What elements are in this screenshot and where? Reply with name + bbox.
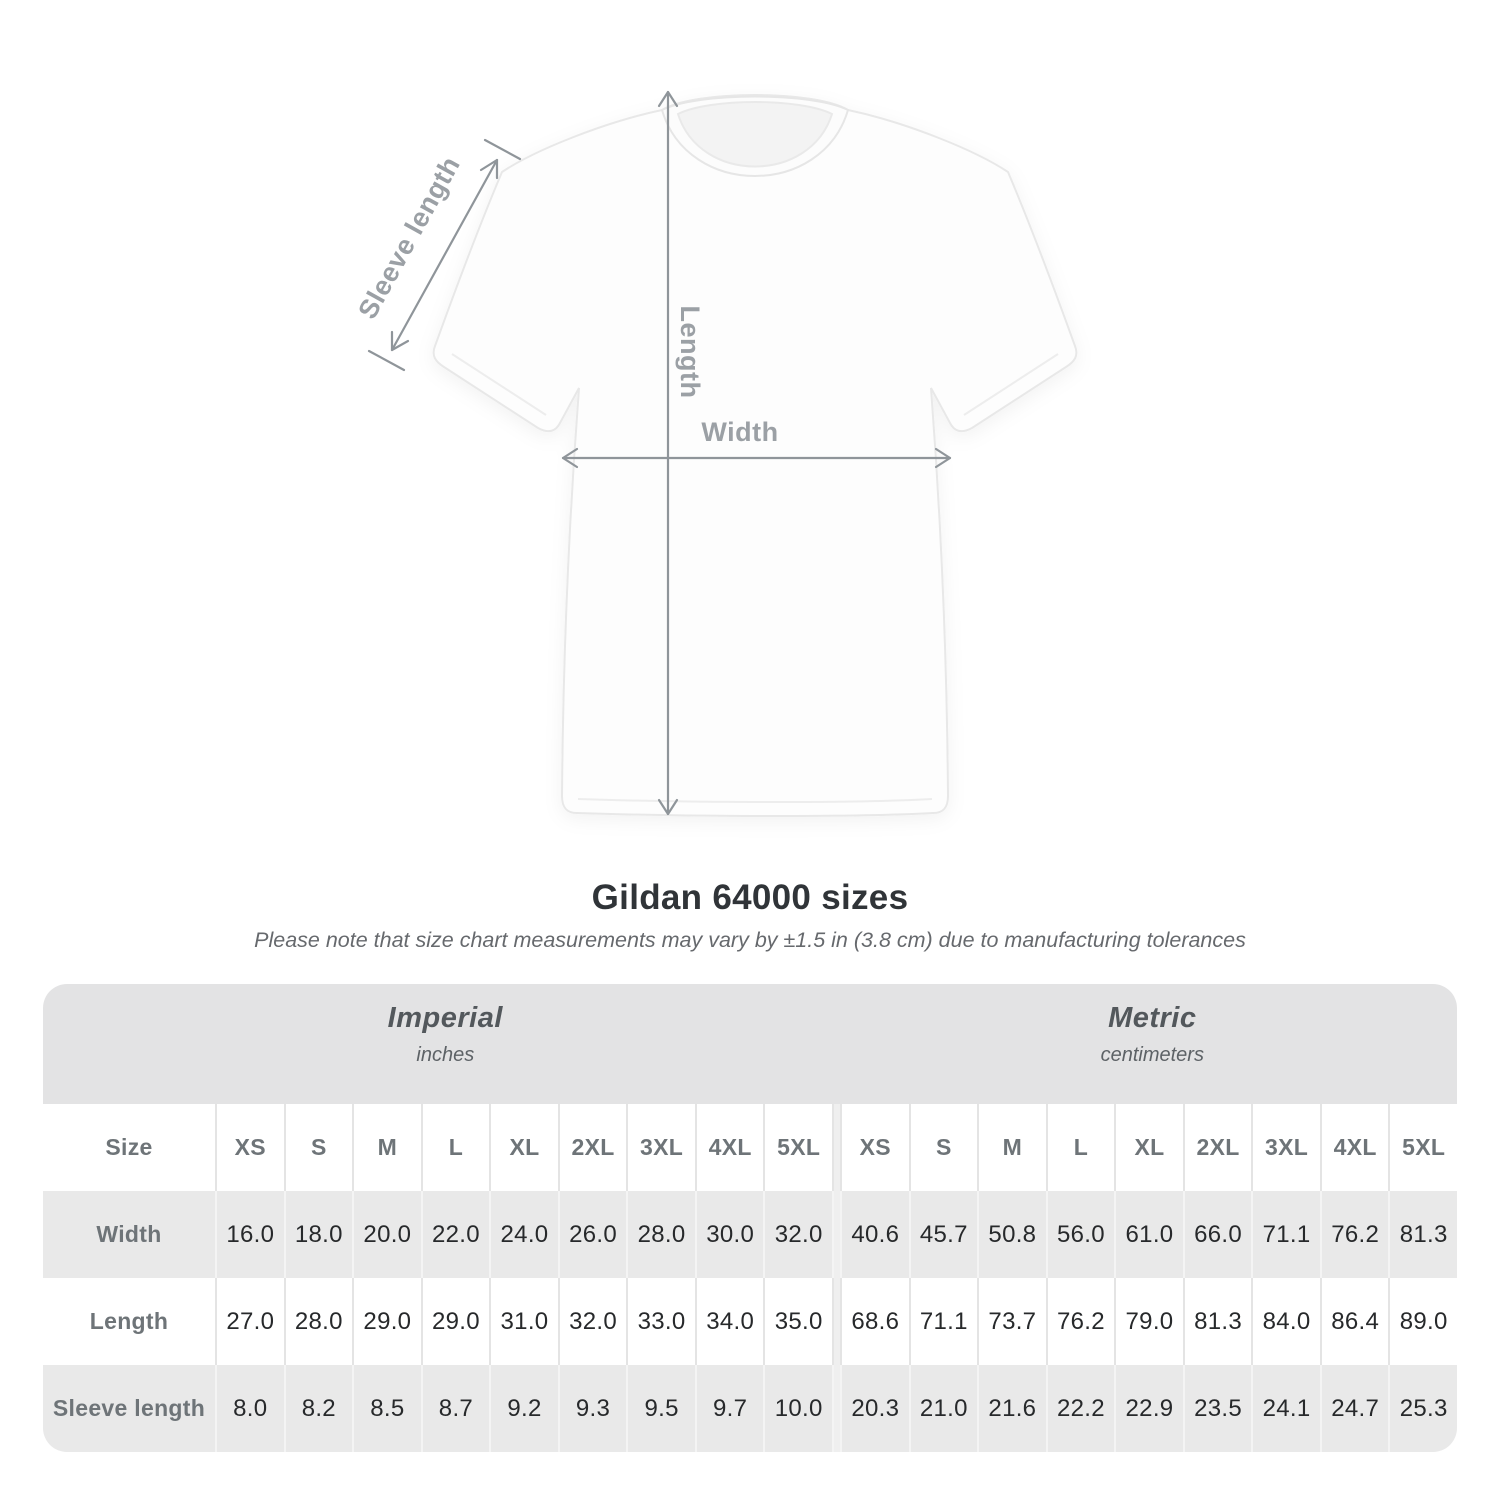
value-cell: 24.0 bbox=[489, 1191, 558, 1278]
value-cell: 56.0 bbox=[1046, 1191, 1115, 1278]
value-cell: 25.3 bbox=[1388, 1365, 1457, 1452]
row-label: Width bbox=[96, 1221, 162, 1247]
value-cell: 76.2 bbox=[1046, 1278, 1115, 1365]
value-cell: 20.0 bbox=[352, 1191, 421, 1278]
size-table bbox=[43, 984, 1457, 1452]
value-cell: 35.0 bbox=[763, 1278, 832, 1365]
imperial-label: Imperial bbox=[387, 1002, 503, 1034]
value-cell: 33.0 bbox=[626, 1278, 695, 1365]
width-label: Width bbox=[701, 417, 779, 447]
value-cell: 84.0 bbox=[1251, 1278, 1320, 1365]
section-divider bbox=[832, 1278, 840, 1365]
value-cell: 73.7 bbox=[977, 1278, 1046, 1365]
size-header-cell: M bbox=[352, 1104, 421, 1191]
imperial-section-header bbox=[43, 984, 848, 1104]
value-cell: 20.3 bbox=[840, 1365, 909, 1452]
size-header-cell: L bbox=[1046, 1104, 1115, 1191]
metric-unit-label: centimeters bbox=[1100, 1044, 1204, 1066]
value-cell: 29.0 bbox=[352, 1278, 421, 1365]
value-cell: 8.5 bbox=[352, 1365, 421, 1452]
size-header-cell: L bbox=[421, 1104, 490, 1191]
value-cell: 16.0 bbox=[215, 1191, 284, 1278]
value-cell: 34.0 bbox=[695, 1278, 764, 1365]
tolerance-note: Please note that size chart measurements may vary by ±1.5 in (3.8 cm) due to manufacturing tolerances bbox=[254, 928, 1246, 952]
value-cell: 50.8 bbox=[977, 1191, 1046, 1278]
value-cell: 81.3 bbox=[1183, 1278, 1252, 1365]
value-cell: 32.0 bbox=[763, 1191, 832, 1278]
metric-section-header bbox=[848, 984, 1457, 1104]
section-divider bbox=[832, 1365, 840, 1452]
value-cell: 9.2 bbox=[489, 1365, 558, 1452]
value-cell: 66.0 bbox=[1183, 1191, 1252, 1278]
page-title: Gildan 64000 sizes bbox=[591, 878, 909, 917]
value-cell: 71.1 bbox=[909, 1278, 978, 1365]
value-cell: 27.0 bbox=[215, 1278, 284, 1365]
length-label: Length bbox=[675, 305, 705, 399]
size-header-cell: M bbox=[977, 1104, 1046, 1191]
tshirt-body bbox=[434, 95, 1077, 816]
value-cell: 22.9 bbox=[1114, 1365, 1183, 1452]
size-header-cell: 3XL bbox=[1251, 1104, 1320, 1191]
value-cell: 21.6 bbox=[977, 1365, 1046, 1452]
value-cell: 8.2 bbox=[284, 1365, 353, 1452]
value-cell: 21.0 bbox=[909, 1365, 978, 1452]
value-cell: 28.0 bbox=[284, 1278, 353, 1365]
value-cell: 24.1 bbox=[1251, 1365, 1320, 1452]
row-label: Sleeve length bbox=[52, 1395, 206, 1421]
size-header-cell: S bbox=[909, 1104, 978, 1191]
table-size-header-row bbox=[43, 1104, 1457, 1191]
value-cell: 29.0 bbox=[421, 1278, 490, 1365]
size-header-cell: 5XL bbox=[763, 1104, 832, 1191]
size-header-cell: 2XL bbox=[1183, 1104, 1252, 1191]
tshirt-graphic bbox=[434, 95, 1077, 816]
sleeve-end-tick-bottom bbox=[369, 351, 404, 370]
size-header-cell: S bbox=[284, 1104, 353, 1191]
row-label: Length bbox=[89, 1308, 169, 1334]
value-cell: 61.0 bbox=[1114, 1191, 1183, 1278]
value-cell: 79.0 bbox=[1114, 1278, 1183, 1365]
value-cell: 86.4 bbox=[1320, 1278, 1389, 1365]
table-row-1 bbox=[43, 1278, 1457, 1365]
value-cell: 9.7 bbox=[695, 1365, 764, 1452]
value-cell: 71.1 bbox=[1251, 1191, 1320, 1278]
table-row-0 bbox=[43, 1191, 1457, 1278]
value-cell: 8.0 bbox=[215, 1365, 284, 1452]
size-header-cell: XL bbox=[1114, 1104, 1183, 1191]
value-cell: 9.3 bbox=[558, 1365, 627, 1452]
size-header-cell: XS bbox=[215, 1104, 284, 1191]
value-cell: 28.0 bbox=[626, 1191, 695, 1278]
value-cell: 10.0 bbox=[763, 1365, 832, 1452]
value-cell: 30.0 bbox=[695, 1191, 764, 1278]
value-cell: 31.0 bbox=[489, 1278, 558, 1365]
value-cell: 40.6 bbox=[840, 1191, 909, 1278]
value-cell: 22.2 bbox=[1046, 1365, 1115, 1452]
metric-label: Metric bbox=[1108, 1002, 1197, 1034]
size-header-cell: 5XL bbox=[1388, 1104, 1457, 1191]
sleeve-end-tick-top bbox=[485, 140, 520, 159]
size-column-header: Size bbox=[105, 1134, 153, 1160]
value-cell: 32.0 bbox=[558, 1278, 627, 1365]
section-divider bbox=[832, 1104, 840, 1191]
value-cell: 22.0 bbox=[421, 1191, 490, 1278]
size-header-cell: XS bbox=[840, 1104, 909, 1191]
value-cell: 26.0 bbox=[558, 1191, 627, 1278]
size-header-cell: 2XL bbox=[558, 1104, 627, 1191]
size-header-cell: 3XL bbox=[626, 1104, 695, 1191]
value-cell: 24.7 bbox=[1320, 1365, 1389, 1452]
table-row-2 bbox=[43, 1365, 1457, 1452]
value-cell: 68.6 bbox=[840, 1278, 909, 1365]
value-cell: 89.0 bbox=[1388, 1278, 1457, 1365]
value-cell: 81.3 bbox=[1388, 1191, 1457, 1278]
value-cell: 9.5 bbox=[626, 1365, 695, 1452]
size-header-cell: XL bbox=[489, 1104, 558, 1191]
value-cell: 45.7 bbox=[909, 1191, 978, 1278]
value-cell: 76.2 bbox=[1320, 1191, 1389, 1278]
value-cell: 23.5 bbox=[1183, 1365, 1252, 1452]
imperial-unit-label: inches bbox=[416, 1044, 475, 1066]
table-units-header bbox=[43, 984, 1457, 1104]
section-divider bbox=[832, 1191, 840, 1278]
value-cell: 8.7 bbox=[421, 1365, 490, 1452]
sleeve-length-label: Sleeve length bbox=[352, 151, 467, 324]
size-header-cell: 4XL bbox=[1320, 1104, 1389, 1191]
size-header-cell: 4XL bbox=[695, 1104, 764, 1191]
value-cell: 18.0 bbox=[284, 1191, 353, 1278]
